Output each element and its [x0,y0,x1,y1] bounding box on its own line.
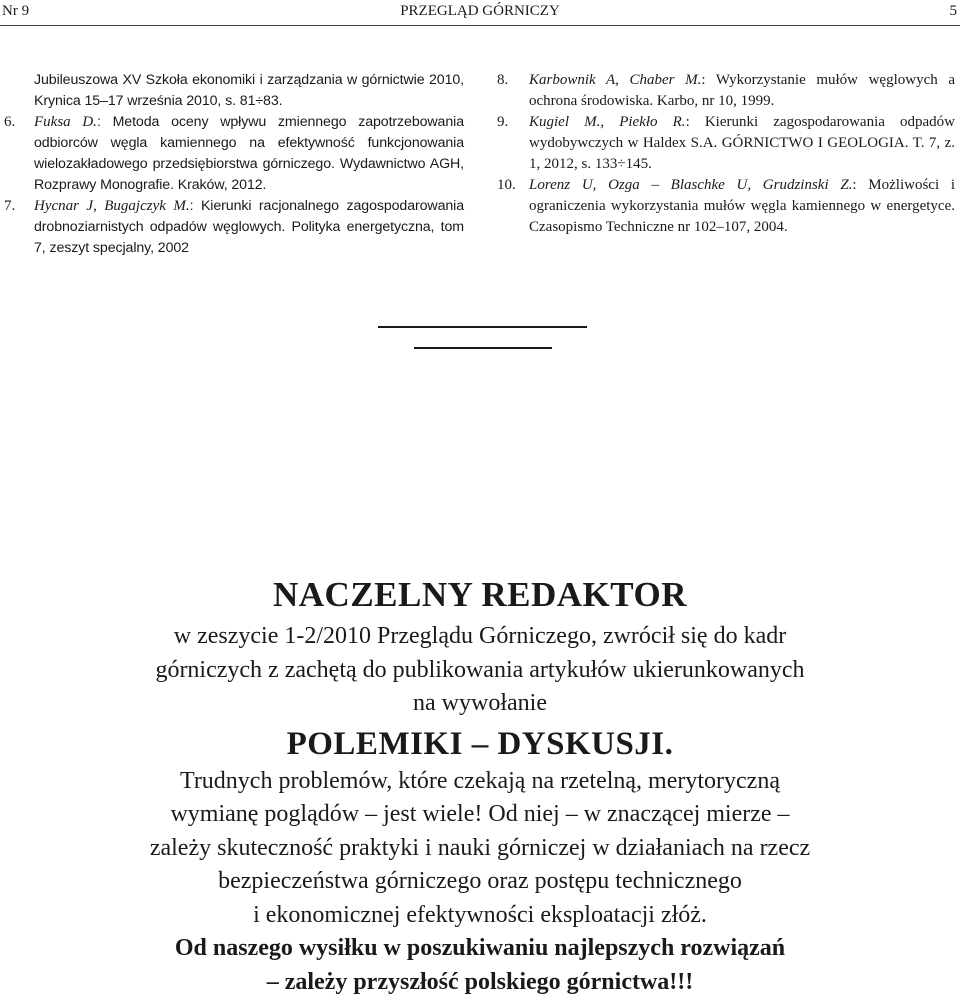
reference-number: 7. [4,196,15,217]
editorial-line: Trudnych problemów, które czekają na rzetelną, merytoryczną [0,765,960,799]
editorial-notice [0,576,960,999]
reference-author: Lorenz U, Ozga – Blaschke U, Grudzinski Z. [529,177,852,193]
reference-text: : Metoda oceny wpływu zmiennego zapotrzebowania odbiorców węgla kamiennego na efektywność funkcjonowania wielozakładowego przedsiębiorstwa górniczego. Wydawnictwo AGH, Rozprawy Monografie. Kraków, 2012. [34,114,464,193]
journal-title: PRZEGLĄD GÓRNICZY [0,3,960,20]
page-number-left: Nr 9 [2,3,29,20]
reference-author: Hycnar J, Bugajczyk M. [34,198,190,214]
references-left-column [0,70,464,259]
reference-item [0,112,464,196]
editorial-line: i ekonomicznej efektywności eksploatacji złóż. [0,899,960,933]
editorial-line: w zeszycie 1-2/2010 Przeglądu Górniczego, zwrócił się do kadr [0,620,960,654]
reference-text: Jubileuszowa XV Szkoła ekonomiki i zarządzania w górnictwie 2010, Krynica 15–17 września 2010, s. 81÷83. [34,72,464,109]
editorial-line: wymianę poglądów – jest wiele! Od niej – w znaczącej mierze – [0,798,960,832]
reference-number: 10. [497,175,516,196]
reference-item [0,196,464,259]
editorial-line: na wywołanie [0,687,960,721]
reference-item [495,112,955,175]
reference-author: Fuksa D. [34,114,97,130]
page-number-right: 5 [950,3,958,20]
editorial-bold-line: Od naszego wysiłku w poszukiwaniu najlepszych rozwiązań [0,932,960,966]
reference-item [0,70,464,112]
reference-text: : Wykorzystanie mułów węglowych a ochrona środowiska. Karbo, nr 10, 1999. [529,72,955,109]
references-right-column [495,70,955,238]
reference-author: Kugiel M., Piekło R. [529,114,686,130]
reference-text: : Kierunki racjonalnego zagospodarowania drobnoziarnistych odpadów węglowych. Polityka energetyczna, tom 7, zeszyt specjalny, 2002 [34,198,464,256]
reference-number: 9. [497,112,508,133]
reference-text: : Kierunki zagospodarowania odpadów wydobywczych w Haldex S.A. GÓRNICTWO I GEOLOGIA. T. 7, z. 1, 2012, s. 133÷145. [529,114,955,172]
reference-author: Karbownik A, Chaber M. [529,72,701,88]
header-rule [0,25,960,26]
reference-item [495,70,955,112]
reference-number: 8. [497,70,508,91]
separator-rule-top [378,326,587,328]
editorial-emphasis: POLEMIKI – DYSKUSJI. [0,725,960,763]
editorial-line: zależy skuteczność praktyki i nauki górniczej w działaniach na rzecz [0,832,960,866]
reference-text: : Możliwości i ograniczenia wykorzystania mułów węgla kamiennego w energetyce. Czasopismo Techniczne nr 102–107, 2004. [529,177,955,235]
reference-number: 6. [4,112,15,133]
editorial-title: NACZELNY REDAKTOR [0,576,960,614]
reference-item [495,175,955,238]
editorial-line: bezpieczeństwa górniczego oraz postępu technicznego [0,865,960,899]
separator-rule-bottom [414,347,552,349]
editorial-bold-line: – zależy przyszłość polskiego górnictwa!!! [0,966,960,999]
editorial-line: górniczych z zachętą do publikowania artykułów ukierunkowanych [0,654,960,688]
